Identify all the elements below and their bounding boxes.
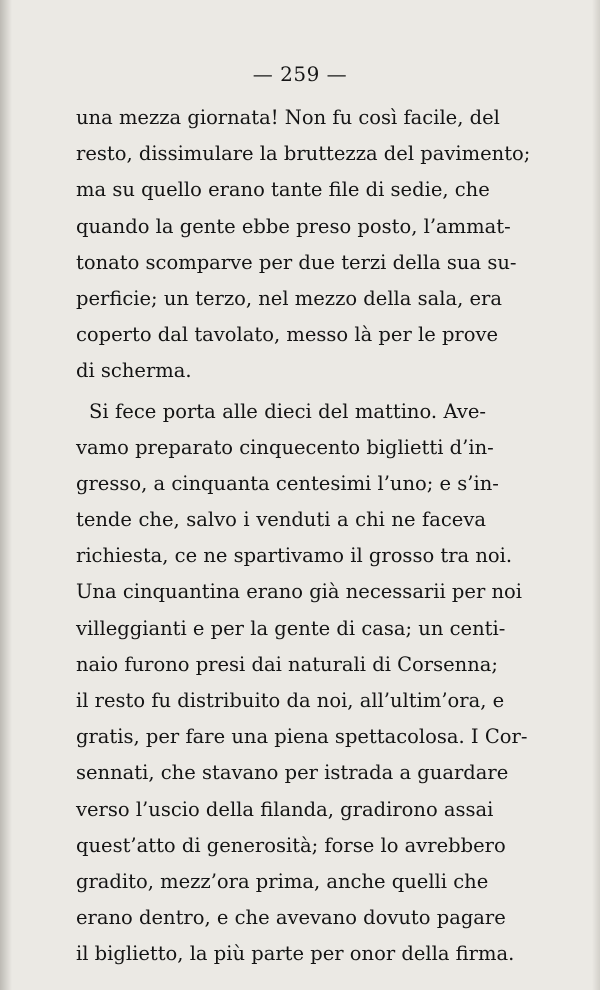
- text-line: ma su quello erano tante file di sedie, che: [76, 178, 490, 202]
- text-line: tonato scomparve per due terzi della sua su-: [76, 250, 517, 274]
- text-line: vamo preparato cinquecento biglietti d’in-: [76, 435, 494, 459]
- page-edge-shadow: [592, 0, 600, 990]
- body-text: [76, 100, 531, 973]
- text-line: quando la gente ebbe preso posto, l’ammat-: [76, 214, 511, 238]
- text-line: gresso, a cinquanta centesimi l’uno; e s’in-: [76, 471, 499, 495]
- text-line: il resto fu distribuito da noi, all’ultim’ora, e: [76, 689, 505, 712]
- text-line: naio furono presi dai naturali di Corsenna;: [76, 652, 498, 676]
- text-line: Si fece porta alle dieci del mattino. Ave-: [89, 399, 486, 423]
- text-line: una mezza giornata! Non fu così facile, del: [76, 106, 500, 129]
- text-line: coperto dal tavolato, messo là per le prove: [76, 323, 499, 347]
- paragraph: [76, 394, 528, 973]
- text-line: resto, dissimulare la bruttezza del pavimento;: [76, 142, 531, 166]
- text-line: erano dentro, e che avevano dovuto pagare: [76, 906, 506, 930]
- page-edge-shadow: [0, 0, 12, 990]
- text-line: villeggianti e per la gente di casa; un centi-: [76, 616, 506, 640]
- text-line: quest’atto di generosità; forse lo avrebbero: [76, 833, 506, 857]
- page-number: — 259 —: [252, 62, 348, 86]
- text-line: verso l’uscio della filanda, gradirono assai: [76, 797, 494, 821]
- text-line: tende che, salvo i venduti a chi ne faceva: [76, 508, 486, 532]
- paragraph: [76, 100, 531, 390]
- text-line: gratis, per fare una piena spettacolosa. I Cor-: [76, 725, 528, 749]
- text-line: il biglietto, la più parte per onor della firma.: [76, 942, 515, 966]
- text-line: sennati, che stavano per istrada a guardare: [76, 761, 509, 785]
- text-line: richiesta, ce ne spartivamo il grosso tra noi.: [76, 544, 513, 568]
- text-line: di scherma.: [76, 359, 192, 383]
- text-line: perficie; un terzo, nel mezzo della sala, era: [76, 286, 502, 310]
- text-line: gradito, mezz’ora prima, anche quelli che: [76, 869, 489, 893]
- text-line: Una cinquantina erano già necessarii per noi: [76, 580, 523, 604]
